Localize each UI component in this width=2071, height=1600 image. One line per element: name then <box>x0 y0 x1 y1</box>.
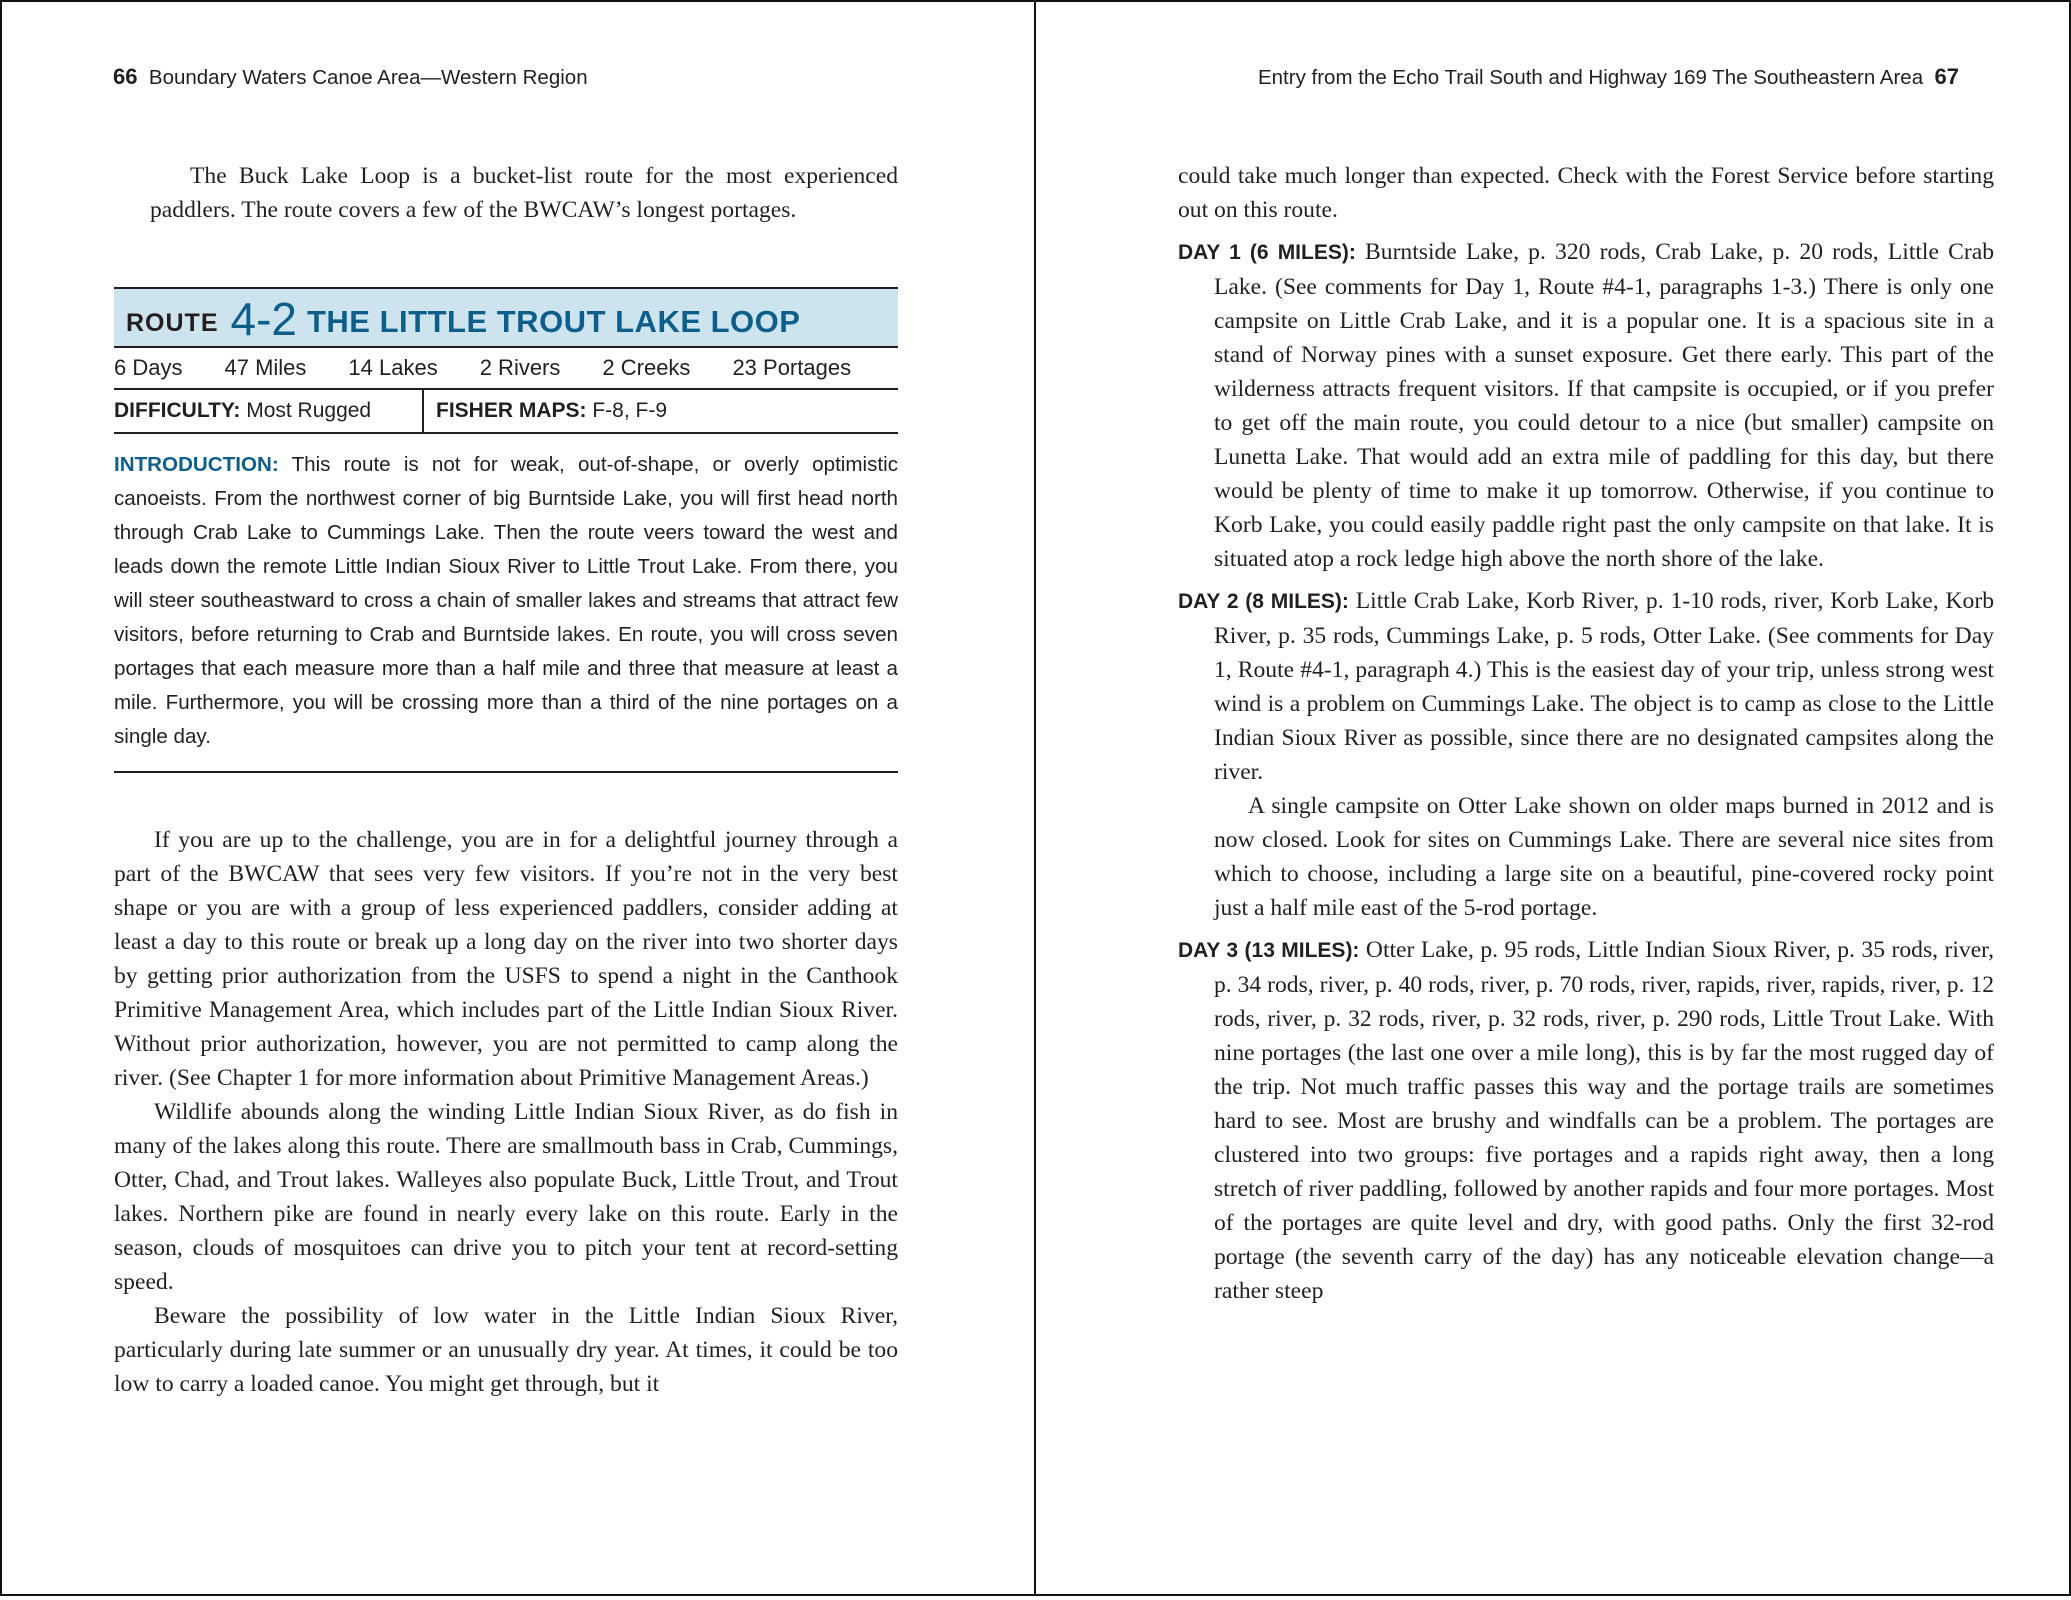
body-paragraph: If you are up to the challenge, you are in for a delightful journey through a part of the BWCAW that sees very few visitors. If you’re not in the very best shape or you are with a group of less experienced paddlers, consider adding at least a day to this route or break up a long day on the river into two shorter days by getting prior authorization from the USFS to spend a night in the Canthook Primitive Management Area, which includes part of the Little Indian Sioux River. Without prior authorization, however, you are not permitted to camp along the river. (See Chapter 1 for more information about Primitive Management Areas.) <box>114 827 898 1091</box>
introduction-label: INTRODUCTION: <box>114 453 279 476</box>
introduction-rule <box>114 771 898 773</box>
route-box <box>114 287 898 773</box>
difficulty-row <box>114 390 898 434</box>
stat-miles: 47 Miles <box>224 355 307 380</box>
right-page-number: 67 <box>1934 64 1959 89</box>
stat-portages: 23 Portages <box>732 355 852 380</box>
fisher-maps-cell <box>424 399 667 423</box>
right-body-text <box>1178 159 1994 1316</box>
left-page-number: 66 <box>113 64 138 89</box>
day-text: Burntside Lake, p. 320 rods, Crab Lake, p. 20 rods, Little Crab Lake. (See comments for Day 1, Route #4-1, paragraphs 1-3.) There is only one campsite on Little Crab Lake, and it is a popular one. It is a spacious site in a stand of Norway pines with a sunset exposure. Get there early. This part of the wilderness attracts frequent visitors. If that campsite is occupied, or if you prefer to get off the main route, you could detour to a nice (but smaller) campsite on Lunetta Lake. That would add an extra mile of paddling for this day, but there would be plenty of time to make it up tomorrow. Otherwise, if you continue to Korb Lake, you could easily paddle right past the only campsite on that lake. It is situated atop a rock ledge high above the north shore of the lake. <box>1214 239 1994 572</box>
day-label: DAY 2 (8 MILES): <box>1178 590 1349 613</box>
route-header <box>114 287 898 348</box>
continuation-paragraph: could take much longer than expected. Check with the Forest Service before starting out on this route. <box>1178 163 1994 223</box>
stat-lakes: 14 Lakes <box>348 355 438 380</box>
right-page <box>1034 0 2071 1596</box>
fisher-maps-value: F-8, F-9 <box>592 399 668 422</box>
difficulty-value: Most Rugged <box>246 399 372 422</box>
route-word: ROUTE <box>126 309 219 337</box>
left-page <box>0 0 1036 1596</box>
route-introduction <box>114 448 898 754</box>
left-body-text <box>114 823 898 1401</box>
day-entry <box>1178 584 1994 789</box>
day-continuation: A single campsite on Otter Lake shown on older maps burned in 2012 and is now closed. Look for sites on Cummings Lake. There are several nice sites from which to choose, including a large site on a beautiful, pine-covered rocky point just a half mile east of the 5-rod portage. <box>1214 793 1994 921</box>
fisher-maps-label: FISHER MAPS: <box>436 399 587 422</box>
route-number: 4-2 <box>230 293 297 345</box>
stat-creeks: 2 Creeks <box>602 355 691 380</box>
difficulty-label: DIFFICULTY: <box>114 399 241 422</box>
route-stats <box>114 348 898 390</box>
body-paragraph: Wildlife abounds along the winding Little Indian Sioux River, as do fish in many of the lakes along this route. There are smallmouth bass in Crab, Cummings, Otter, Chad, and Trout lakes. Walleyes also populate Buck, Little Trout, and Trout lakes. Northern pike are found in nearly every lake on this route. Early in the season, clouds of mosquitoes can drive you to pitch your tent at record-setting speed. <box>114 1099 898 1295</box>
body-paragraph: Beware the possibility of low water in the Little Indian Sioux River, particularly during late summer or an unusually dry year. At times, it could be too low to carry a loaded canoe. You might get through, but it <box>114 1303 898 1397</box>
opening-paragraph-block <box>114 159 898 227</box>
introduction-text: This route is not for weak, out-of-shape, or overly optimistic canoeists. From the northwest corner of big Burntside Lake, you will first head north through Crab Lake to Cummings Lake. Then the route veers toward the west and leads down the remote Little Indian Sioux River to Little Trout Lake. From there, you will steer southeastward to cross a chain of smaller lakes and streams that attract few visitors, before returning to Crab and Burntside lakes. En route, you will cross seven portages that each measure more than a half mile and three that measure at least a mile. Furthermore, you will be crossing more than a third of the nine portages on a single day. <box>114 453 898 748</box>
day-label: DAY 3 (13 MILES): <box>1178 939 1360 962</box>
opening-paragraph: The Buck Lake Loop is a bucket-list route for the most experienced paddlers. The route covers a few of the BWCAW’s longest portages. <box>150 163 898 223</box>
day-entry <box>1178 235 1994 576</box>
left-running-head <box>113 64 588 90</box>
day-text: Otter Lake, p. 95 rods, Little Indian Sioux River, p. 35 rods, river, p. 34 rods, river, p. 40 rods, river, p. 70 rods, river, rapids, river, rapids, river, p. 12 rods, river, p. 32 rods, river, p. 32 rods, river, p. 290 rods, Little Trout Lake. With nine portages (the last one over a mile long), this is by far the most rugged day of the trip. Not much traffic passes this way and the portage trails are sometimes hard to see. Most are brushy and windfalls can be a problem. The portages are clustered into two groups: five portages and a rapids right away, then a long stretch of river paddling, followed by another rapids and four more portages. Most of the portages are quite level and dry, with good paths. Only the first 32-rod portage (the seventh carry of the day) has any noticeable elevation change—a rather steep <box>1214 937 1994 1304</box>
day-label: DAY 1 (6 MILES): <box>1178 241 1356 264</box>
left-running-head-title: Boundary Waters Canoe Area—Western Region <box>148 66 588 89</box>
day-entry <box>1178 933 1994 1308</box>
stat-rivers: 2 Rivers <box>479 355 561 380</box>
route-name: THE LITTLE TROUT LAKE LOOP <box>306 304 801 339</box>
difficulty-cell <box>114 390 424 432</box>
right-running-head <box>1258 64 1959 90</box>
stat-days: 6 Days <box>114 355 183 380</box>
right-running-head-title: Entry from the Echo Trail South and Highway 169 The Southeastern Area <box>1257 66 1924 89</box>
day-text: Little Crab Lake, Korb River, p. 1-10 rods, river, Korb Lake, Korb River, p. 35 rods, Cummings Lake, p. 5 rods, Otter Lake. (See comments for Day 1, Route #4-1, paragraph 4.) This is the easiest day of your trip, unless strong west wind is a problem on Cummings Lake. The object is to camp as close to the Little Indian Sioux River as possible, since there are no designated campsites along the river. <box>1214 588 1994 785</box>
